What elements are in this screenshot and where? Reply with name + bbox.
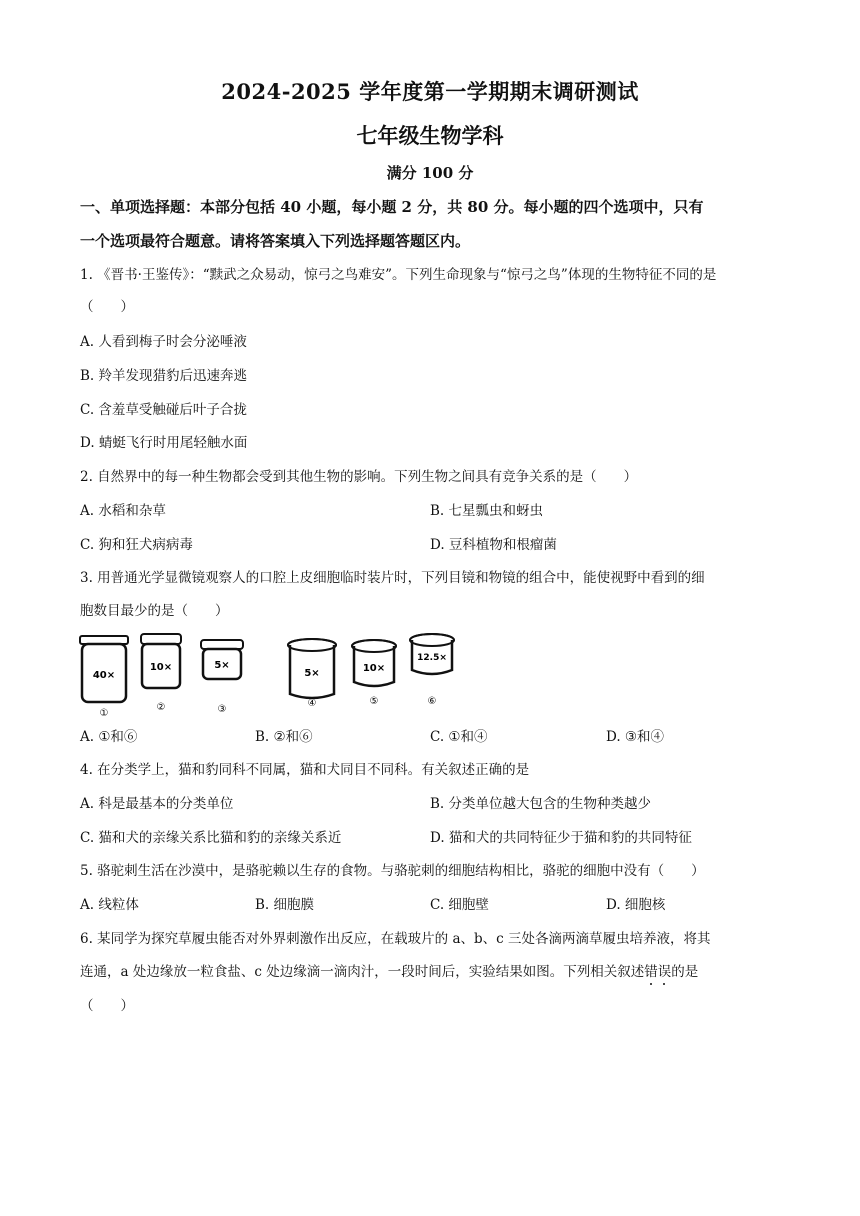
q3-option-b: B. ②和⑥: [255, 729, 313, 745]
exam-subject: 七年级生物学科: [356, 123, 504, 148]
q4-stem: 4. 在分类学上，猫和豹同科不同属，猫和犬同目不同科。有关叙述正确的是: [80, 762, 530, 778]
lens-4-number: ④: [307, 698, 317, 709]
q4-option-d: D. 猫和犬的共同特征少于猫和豹的共同特征: [430, 830, 692, 846]
q2-option-c: C. 狗和狂犬病病毒: [80, 537, 193, 553]
lens-6-number: ⑥: [427, 696, 437, 707]
q4-option-a: A. 科是最基本的分类单位: [80, 796, 234, 812]
q1-option-d: D. 蜻蜓飞行时用尾轻触水面: [80, 435, 248, 451]
lens-1: [80, 636, 128, 719]
lens-4-label: 5×: [304, 668, 320, 679]
q1-option-a: A. 人看到梅子时会分泌唾液: [80, 334, 247, 350]
q4-option-b: B. 分类单位越大包含的生物种类越少: [430, 796, 652, 812]
lens-1-label: 40×: [92, 670, 116, 681]
lens-5-label: 10×: [362, 663, 386, 674]
q5-option-c: C. 细胞壁: [430, 897, 489, 913]
lens-figure: [76, 630, 476, 722]
section-heading-line1: 一、单项选择题：本部分包括 40 小题，每小题 2 分，共 80 分。每小题的四个选项中，只有: [80, 198, 704, 216]
q6-stem: 6. 某同学为探究草履虫能否对外界刺激作出反应，在载玻片的 a、b、c 三处各滴两滴草履虫培养液，将其: [80, 931, 711, 947]
q2-option-a: A. 水稻和杂草: [80, 503, 166, 519]
lens-6: [410, 634, 454, 707]
q5-option-a: A. 线粒体: [80, 897, 139, 913]
q6-answer-bracket: （ ）: [80, 998, 134, 1014]
q6-emphasis-text-1: 错: [644, 964, 658, 980]
q5-stem: 5. 骆驼刺生活在沙漠中，是骆驼赖以生存的食物。与骆驼刺的细胞结构相比，骆驼的细胞中没有（ ）: [80, 863, 705, 879]
emphasis-dot: [650, 983, 652, 985]
q3-option-c: C. ①和④: [430, 729, 488, 745]
lens-3-number: ③: [217, 704, 227, 715]
q6-stem-text: 连通，a 处边缘放一粒食盐、c 处边缘滴一滴肉汁，一段时间后，实验结果如图。下列相关叙述: [80, 964, 645, 980]
q1-option-b: B. 羚羊发现猎豹后迅速奔逃: [80, 368, 248, 384]
q3-stem: 3. 用普通光学显微镜观察人的口腔上皮细胞临时装片时，下列目镜和物镜的组合中，能使视野中看到的细: [80, 570, 705, 586]
q2-stem: 2. 自然界中的每一种生物都会受到其他生物的影响。下列生物之间具有竞争关系的是（ ）: [80, 469, 638, 485]
q6-stem-continued: [80, 962, 698, 982]
lens-2: [141, 634, 181, 713]
lens-2-number: ②: [156, 702, 166, 713]
q5-option-d: D. 细胞核: [606, 897, 666, 913]
lens-3-label: 5×: [214, 660, 230, 671]
q1-answer-bracket: （ ）: [80, 299, 134, 315]
q6-emphasis-char-1: [644, 964, 658, 980]
lens-2-label: 10×: [149, 662, 173, 673]
q6-emphasis-char-2: [658, 964, 672, 980]
lens-3: [201, 640, 243, 715]
q5-option-b: B. 细胞膜: [255, 897, 315, 913]
q4-option-c: C. 猫和犬的亲缘关系比猫和豹的亲缘关系近: [80, 830, 342, 846]
q3-option-a: A. ①和⑥: [80, 729, 138, 745]
lens-6-label: 12.5×: [417, 653, 447, 663]
q6-stem-tail: 的是: [671, 964, 699, 980]
q1-stem: 1. 《晋书·王鉴传》：“黩武之众易动，惊弓之鸟难安”。下列生命现象与“惊弓之鸟”体现的生物特征不同的是: [80, 267, 717, 283]
section-heading-line2: 一个选项最符合题意。请将答案填入下列选择题答题区内。: [80, 232, 471, 250]
emphasis-dot: [663, 983, 665, 985]
q2-option-b: B. 七星瓢虫和蚜虫: [430, 503, 544, 519]
lens-5: [352, 640, 396, 707]
lens-5-number: ⑤: [369, 696, 379, 707]
q6-emphasis-text-2: 误: [657, 964, 672, 980]
q3-option-d: D. ③和④: [606, 729, 665, 745]
exam-title: 2024-2025 学年度第一学期期末调研测试: [221, 79, 639, 104]
lens-4: [288, 639, 336, 709]
lens-1-number: ①: [99, 708, 109, 719]
q3-stem-continued: 胞数目最少的是（ ）: [80, 603, 229, 619]
q2-option-d: D. 豆科植物和根瘤菌: [430, 537, 557, 553]
exam-total-score: 满分 100 分: [386, 164, 474, 182]
q1-option-c: C. 含羞草受触碰后叶子合拢: [80, 402, 247, 418]
